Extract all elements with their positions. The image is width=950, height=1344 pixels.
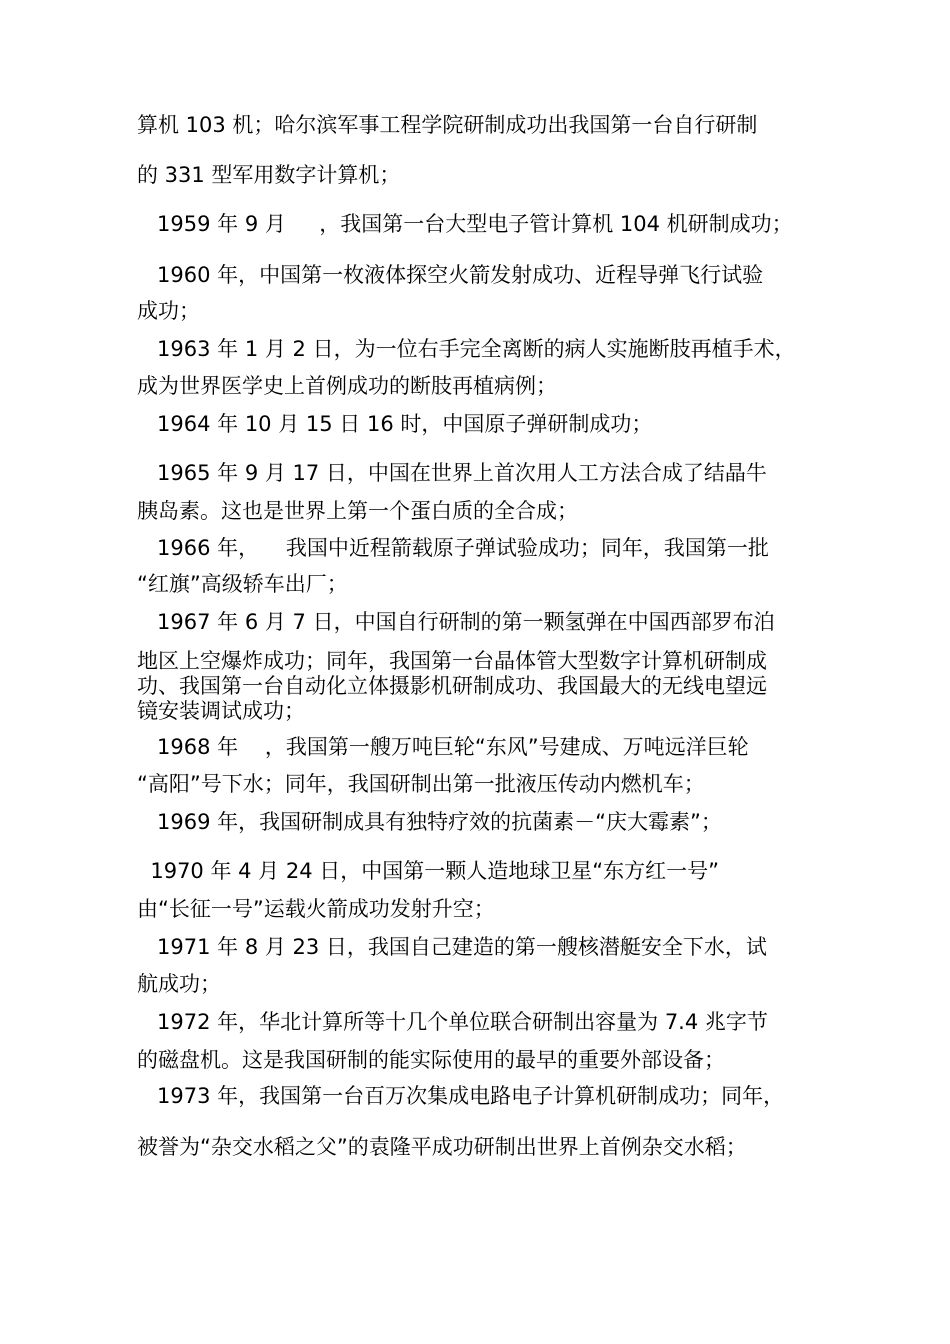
text-line: “红旗”高级轿车出厂；: [137, 572, 348, 596]
text-line: “高阳”号下水；同年，我国研制出第一批液压传动内燃机车；: [137, 772, 705, 796]
text-line: 1972 年，华北计算所等十几个单位联合研制出容量为 7.4 兆字节: [137, 1010, 768, 1034]
text-line: 成功；: [137, 299, 200, 323]
text-line: 功、我国第一台自动化立体摄影机研制成功、我国最大的无线电望远: [137, 674, 767, 698]
text-line: 被誉为“杂交水稻之父”的袁隆平成功研制出世界上首例杂交水稻；: [137, 1135, 747, 1159]
text-line: 算机 103 机；哈尔滨军事工程学院研制成功出我国第一台自行研制: [137, 113, 758, 137]
text-line: 的磁盘机。这是我国研制的能实际使用的最早的重要外部设备；: [137, 1048, 725, 1072]
text-line: 由“长征一号”运载火箭成功发射升空；: [137, 897, 495, 921]
text-line: 镜安装调试成功；: [137, 699, 305, 723]
text-line: 1967 年 6 月 7 日，中国自行研制的第一颗氢弹在中国西部罗布泊: [137, 610, 775, 634]
text-line: 1966 年， 我国中近程箭载原子弹试验成功；同年，我国第一批: [137, 536, 769, 560]
text-line: 1959 年 9 月 ，我国第一台大型电子管计算机 104 机研制成功；: [137, 212, 793, 236]
text-line: 1963 年 1 月 2 日，为一位右手完全离断的病人实施断肢再植手术，: [137, 337, 796, 361]
text-line: 1971 年 8 月 23 日，我国自己建造的第一艘核潜艇安全下水，试: [137, 935, 767, 959]
text-line: 航成功；: [137, 972, 221, 996]
text-line: 1960 年，中国第一枚液体探空火箭发射成功、近程导弹飞行试验: [137, 263, 764, 287]
text-line: 1965 年 9 月 17 日，中国在世界上首次用人工方法合成了结晶牛: [137, 461, 767, 485]
text-line: 1964 年 10 月 15 日 16 时，中国原子弹研制成功；: [137, 412, 653, 436]
text-line: 1968 年 ，我国第一艘万吨巨轮“东风”号建成、万吨远洋巨轮: [137, 735, 749, 759]
text-line: 成为世界医学史上首例成功的断肢再植病例；: [137, 374, 557, 398]
text-line: 1973 年，我国第一台百万次集成电路电子计算机研制成功；同年，: [137, 1084, 785, 1108]
text-line: 的 331 型军用数字计算机；: [137, 163, 401, 187]
text-line: 胰岛素。这也是世界上第一个蛋白质的全合成；: [137, 499, 578, 523]
text-line: 1970 年 4 月 24 日，中国第一颗人造地球卫星“东方红一号”: [137, 859, 720, 883]
text-line: 地区上空爆炸成功；同年，我国第一台晶体管大型数字计算机研制成: [137, 649, 767, 673]
text-line: 1969 年，我国研制成具有独特疗效的抗菌素－“庆大霉素”；: [137, 810, 722, 834]
